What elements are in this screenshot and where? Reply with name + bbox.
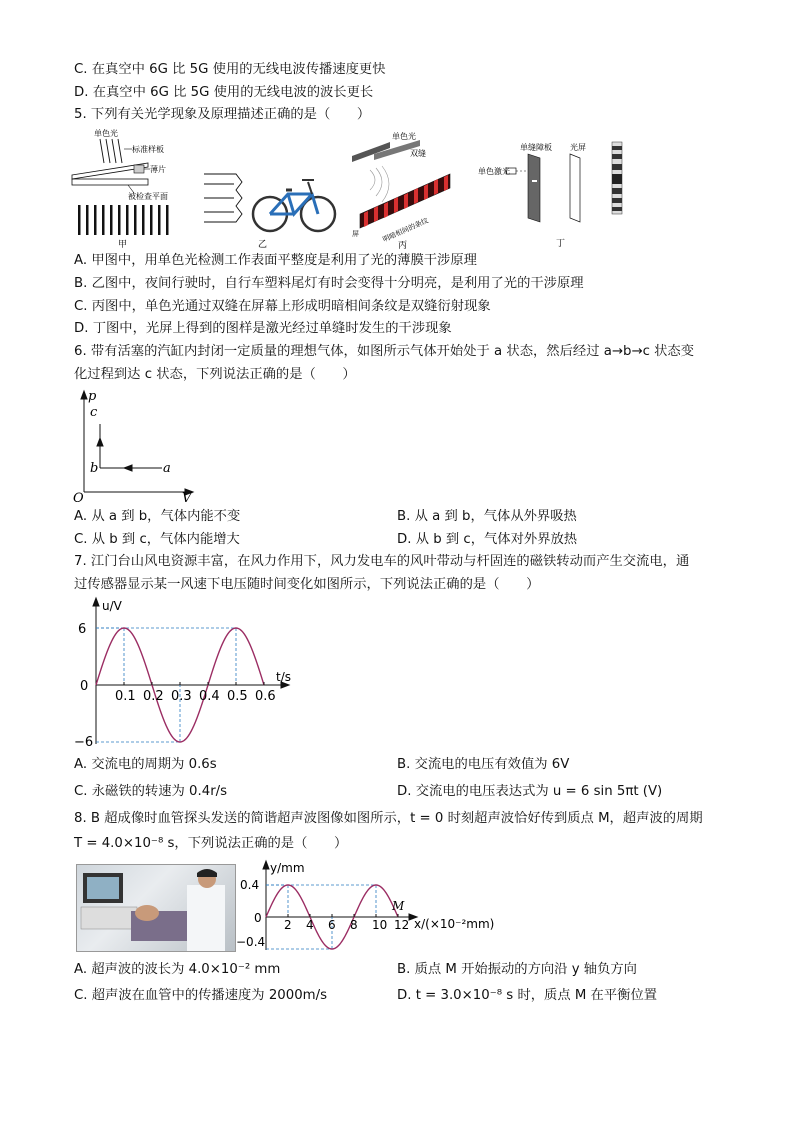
bing-caption: 丙 [398, 241, 408, 250]
bing-light-label: 单色光 [392, 132, 416, 141]
ac-ytick-6: 6 [78, 622, 87, 637]
ac-ytick-0: 0 [80, 679, 89, 694]
ac-ytick-neg6: −6 [74, 735, 94, 748]
q7-option-b: B. 交流电的电压有效值为 6V [397, 757, 570, 772]
q8-option-c: C. 超声波在血管中的传播速度为 2000m/s [74, 988, 328, 1003]
q7-option-a: A. 交流电的周期为 0.6s [74, 757, 217, 772]
x-tick-label: 2 [284, 918, 292, 932]
ding-screen-label: 光屏 [570, 143, 586, 152]
bing-screen-label: 屏 [352, 230, 359, 238]
q6-option-c: C. 从 b 到 c，气体内能增大 [74, 532, 240, 547]
ac-ylabel: u/V [102, 599, 122, 613]
axis-v-label: V [182, 491, 192, 503]
q8-wave-chart [236, 858, 496, 954]
q5-option-d: D. 丁图中，光屏上得到的图样是激光经过单缝时发生的干涉现象 [74, 321, 452, 336]
bing-fringe-label: 明暗相间的条纹 [381, 216, 430, 244]
q6-option-b: B. 从 a 到 b，气体从外界吸热 [397, 509, 577, 524]
q8-option-a: A. 超声波的波长为 4.0×10⁻² mm [74, 962, 281, 977]
q7-option-d: D. 交流电的电压表达式为 u = 6 sin 5πt (V) [397, 784, 663, 799]
point-m-label: M [392, 899, 405, 913]
wave-ytick-0: 0 [254, 911, 262, 925]
jia-test-label: 被检查平面 [128, 192, 168, 201]
x-tick-label: 0.6 [255, 689, 276, 704]
q4-option-d: D. 在真空中 6G 比 5G 使用的无线电波的波长更长 [74, 85, 374, 100]
q6-stem-line1: 6. 带有活塞的汽缸内封闭一定质量的理想气体，如图所示气体开始处于 a 状态，然后经过 a→b→c 状态变 [74, 344, 695, 359]
q8-option-b: B. 质点 M 开始振动的方向沿 y 轴负方向 [397, 962, 637, 977]
q5-figure-ding [476, 138, 630, 250]
yi-caption: 乙 [258, 240, 268, 250]
q4-option-c: C. 在真空中 6G 比 5G 使用的无线电波传播速度更快 [74, 62, 386, 77]
q5-figure-bing [350, 130, 475, 250]
q5-option-a: A. 甲图中，用单色光检测工作表面平整度是利用了光的薄膜干涉原理 [74, 253, 477, 268]
state-c-label: c [90, 405, 98, 420]
x-tick-label: 6 [328, 918, 336, 932]
x-tick-label: 0.2 [143, 689, 164, 704]
x-tick-label: 0.4 [199, 689, 220, 704]
wave-ytick-neg04: −0.4 [236, 935, 266, 949]
wave-ytick-04: 0.4 [240, 878, 260, 892]
axis-p-label: p [88, 389, 97, 404]
q5-stem: 5. 下列有关光学现象及原理描述正确的是（ ） [74, 107, 371, 122]
x-tick-label: 0.3 [171, 689, 192, 704]
wave-ylabel: y/mm [270, 861, 305, 875]
ac-xlabel: t/s [276, 670, 291, 684]
q5-figure-jia [70, 127, 190, 249]
q7-stem-line1: 7. 江门台山风电资源丰富，在风力作用下，风力发电车的风叶带动与杆固连的磁铁转动而产生交流电，通 [74, 554, 690, 569]
q6-pv-graph [70, 388, 200, 503]
q7-option-c: C. 永磁铁的转速为 0.4r/s [74, 784, 228, 799]
ding-barrier-label: 单缝障板 [520, 143, 552, 152]
q5-option-b: B. 乙图中，夜间行驶时，自行车塑料尾灯有时会变得十分明亮，是利用了光的干涉原理 [74, 276, 584, 291]
jia-plate-label: 标准样板 [132, 145, 164, 154]
q6-option-d: D. 从 b 到 c，气体对外界放热 [397, 532, 578, 547]
x-tick-label: 8 [350, 918, 358, 932]
q5-figure-yi [196, 160, 346, 250]
jia-light-label: 单色光 [94, 129, 118, 138]
bicycle-icon [253, 180, 335, 231]
ding-laser-label: 单色激光 [478, 167, 510, 176]
q8-option-d: D. t = 3.0×10⁻⁸ s 时，质点 M 在平衡位置 [397, 988, 658, 1003]
ultrasound-photo [76, 864, 236, 952]
x-tick-label: 0.1 [115, 689, 136, 704]
wave-xlabel: x/(×10⁻²mm) [414, 917, 495, 931]
state-a-label: a [163, 461, 171, 476]
q7-voltage-chart [72, 596, 302, 748]
x-tick-label: 10 [372, 918, 388, 932]
q8-stem-line2: T = 4.0×10⁻⁸ s，下列说法正确的是（ ） [74, 836, 348, 851]
q6-stem-line2: 化过程到达 c 状态，下列说法正确的是（ ） [74, 367, 356, 382]
q8-stem-line1: 8. B 超成像时血管探头发送的简谐超声波图像如图所示，t = 0 时刻超声波恰好传到质点 M，超声波的周期 [74, 811, 703, 826]
bing-slit-label: 双缝 [410, 149, 426, 158]
x-tick-label: 0.5 [227, 689, 248, 704]
origin-label: O [73, 491, 84, 503]
q6-option-a: A. 从 a 到 b，气体内能不变 [74, 509, 241, 524]
q5-option-c: C. 丙图中，单色光通过双缝在屏幕上形成明暗相间条纹是双缝衍射现象 [74, 299, 491, 314]
jia-caption: 甲 [118, 240, 128, 249]
x-tick-label: 12 [394, 918, 410, 932]
q7-stem-line2: 过传感器显示某一风速下电压随时间变化如图所示，下列说法正确的是（ ） [74, 577, 540, 592]
x-tick-label: 4 [306, 918, 314, 932]
ding-caption: 丁 [556, 239, 566, 249]
jia-sheet-label: 薄片 [150, 165, 166, 174]
state-b-label: b [90, 461, 99, 476]
